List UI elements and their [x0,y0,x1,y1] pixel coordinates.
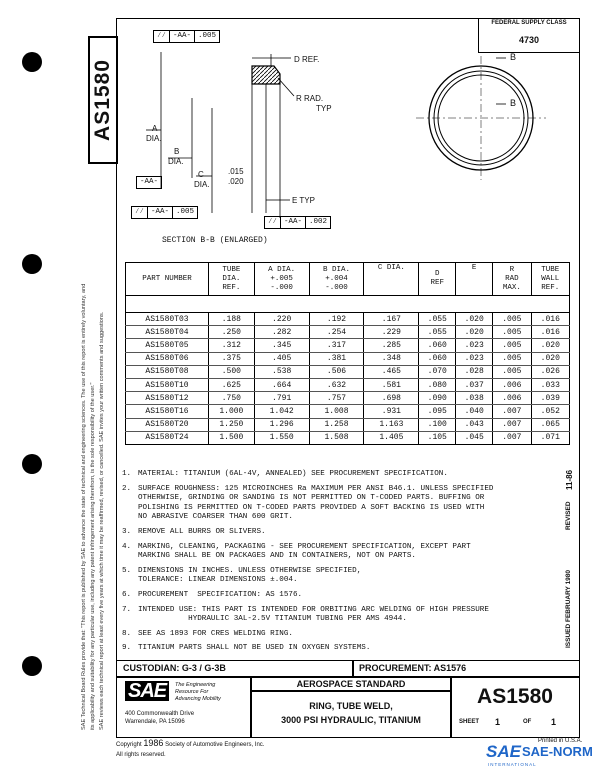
fcf-datum: -AA- [148,207,173,218]
fsc-label: FEDERAL SUPPLY CLASS [491,20,567,26]
table-cell: .038 [456,392,493,405]
note-number: 3. [122,527,132,536]
b-marker-mid: B [510,98,517,108]
copyright-year: 1986 [143,738,164,748]
notice-line-2: its applicability and suitability for any particular use, including any patent infringement arising therefrom, is the sole responsibility of the user." [90,382,96,730]
table-cell: 1.258 [309,418,364,431]
table-cell: AS1580T03 [126,313,209,326]
table-row [126,392,570,405]
a-label: A [152,124,158,133]
note-number: 7. [122,605,132,614]
table-row [126,326,570,339]
note-number: 2. [122,484,132,493]
col-part-number: PART NUMBER [126,263,209,296]
table-cell: 1.500 [209,431,255,444]
table-cell: AS1580T16 [126,405,209,418]
revised-date: 11-86 [565,469,574,490]
note-text: MARKING, CLEANING, PACKAGING - SEE PROCUREMENT SPECIFICATION, EXCEPT PART MARKING SHALL BE ON PACKAGES AND IN CONTAINERS, NOT ON PARTS. [138,542,471,561]
table-cell: .465 [364,365,419,378]
watermark [486,742,598,770]
table-cell: .698 [364,392,419,405]
sheet-number: 1 [495,717,501,727]
custodian-text: CUSTODIAN: G-3 / G-3B [123,663,226,673]
table-cell: .188 [209,313,255,326]
table-cell: .625 [209,378,255,391]
table-cell: .020 [456,313,493,326]
note-text: INTENDED USE: THIS PART IS INTENDED FOR ORBITING ARC WELDING OF HIGH PRESSURE HYDRAULIC 3AL-2.5V TITANIUM TUBING PER AMS 4944. [138,605,489,624]
table-cell: .005 [493,313,531,326]
note-text: SEE AS 1893 FOR CRES WELDING RING. [138,629,293,638]
watermark-logo: SAE [486,742,521,761]
punch-hole [22,656,42,676]
of-number: 1 [551,717,557,727]
note-item [122,644,572,654]
table-cell: .037 [456,378,493,391]
note-number: 4. [122,542,132,551]
ring-front-view [416,56,546,180]
table-cell: .254 [309,326,364,339]
note-text: DIMENSIONS IN INCHES. UNLESS OTHERWISE SPECIFIED, TOLERANCE: LINEAR DIMENSIONS ±.004. [138,566,362,585]
c-label: C [198,170,204,179]
org-tagline-1: The Engineering [175,682,216,688]
address-line-2: Warrendale, PA 15096 [125,719,185,725]
table-cell: 1.296 [254,418,309,431]
table-cell: .055 [419,313,456,326]
c-dia-label: DIA. [194,180,210,189]
note-text: MATERIAL: TITANIUM (6AL-4V, ANNEALED) SEE PROCUREMENT SPECIFICATION. [138,470,448,478]
note-item [122,630,572,640]
punch-hole [22,454,42,474]
watermark-text: SAE-NORM [522,744,593,759]
table-cell: .052 [531,405,569,418]
punch-hole [22,52,42,72]
revised-label: REVISED [565,501,572,530]
col-a-dia: A DIA. +.005 -.000 [254,263,309,296]
table-cell: .500 [209,365,255,378]
table-cell: .071 [531,431,569,444]
note-item [122,528,572,538]
table-cell: .931 [364,405,419,418]
table-row [126,378,570,391]
org-tagline-3: Advancing Mobility [175,696,221,702]
table-cell: .192 [309,313,364,326]
table-cell: .005 [493,339,531,352]
table-cell: .007 [493,405,531,418]
note-number: 5. [122,566,132,575]
fcf-tolerance: .005 [198,32,217,40]
b-marker-top: B [510,52,517,62]
title-line-2: 3000 PSI HYDRAULIC, TITANIUM [281,715,421,725]
table-cell: 1.042 [254,405,309,418]
table-row [126,339,570,352]
table-cell: .581 [364,378,419,391]
of-label: OF [523,719,532,725]
note-item [122,543,572,562]
copyright-line [116,738,264,748]
col-r-rad: R RAD MAX. [493,263,531,296]
table-row [126,296,570,313]
table-cell: 1.508 [309,431,364,444]
table-cell: AS1580T04 [126,326,209,339]
tol-lower-label: .020 [228,177,244,186]
note-text: TITANIUM PARTS SHALL NOT BE USED IN OXYGEN SYSTEMS. [138,644,371,653]
note-number: 8. [122,629,132,638]
b-label: B [174,147,180,156]
table-cell: AS1580T12 [126,392,209,405]
table-cell: .220 [254,313,309,326]
watermark-sub: INTERNATIONAL [488,762,537,767]
section-label: SECTION B-B (ENLARGED) [162,236,268,245]
org-tagline-2: Resource For [175,689,209,695]
table-cell: .375 [209,352,255,365]
table-row [126,418,570,431]
note-number: 9. [122,644,132,653]
vertical-doc-number [88,36,118,164]
table-cell: .664 [254,378,309,391]
table-cell: .229 [364,326,419,339]
table-cell: .285 [364,339,419,352]
rights-line: All rights reserved. [116,752,166,758]
table-cell: .312 [209,339,255,352]
ring-section [252,66,280,84]
table-row [126,431,570,444]
parts-table [125,262,570,445]
table-cell: .348 [364,352,419,365]
table-cell: .250 [209,326,255,339]
table-row [126,313,570,326]
procurement-text: PROCUREMENT: AS1576 [359,663,467,673]
vertical-doc-number-text: AS1580 [91,59,114,141]
d-ref-label: D REF. [294,55,320,64]
org-box [116,676,252,738]
fcf-datum: -AA- [281,217,306,228]
note-item [122,567,572,586]
sheet-label: SHEET [459,719,480,725]
notice-line-3: SAE reviews each technical report at least every five years at which time it may be reaffirmed, revised, or cancelled. SAE invites your written comments and suggestions. [99,311,105,730]
table-cell: .750 [209,392,255,405]
table-cell: .167 [364,313,419,326]
note-number: 6. [122,590,132,599]
table-cell: AS1580T06 [126,352,209,365]
table-cell: .020 [531,339,569,352]
fsc-value: 4730 [518,35,540,45]
table-cell: 1.405 [364,431,419,444]
b-dia-label: DIA. [168,157,184,166]
table-cell: 1.550 [254,431,309,444]
note-number: 1. [122,470,132,478]
note-text: SURFACE ROUGHNESS: 125 MICROINCHES Ra MAXIMUM PER ANSI B46.1. UNLESS SPECIFIED OTHERWISE, GRINDING OR SANDING IS NOT PERMITTED ON T-CODED PARTS. BUFFING OR POLISHING IS PERMITTED ON T-CODED PARTS PROVIDED A SOFT BACKING IS USED WITH NO ABRASIVE COARSER THAN 600 GRIT. [138,484,494,522]
table-cell: .026 [531,365,569,378]
table-cell: .039 [531,392,569,405]
fcf-tolerance: .005 [176,208,195,216]
note-item [122,485,572,523]
table-cell: .060 [419,339,456,352]
table-cell: .055 [419,326,456,339]
table-cell: AS1580T05 [126,339,209,352]
table-cell: .757 [309,392,364,405]
table-cell: .345 [254,339,309,352]
table-cell: .070 [419,365,456,378]
fcf-symbol: ∕∕ [265,217,281,228]
fcf-symbol: ∕∕ [132,207,148,218]
tol-upper-label: .015 [228,167,244,176]
table-cell: .381 [309,352,364,365]
note-item [122,606,572,625]
fcf-top [153,30,220,43]
table-cell: .090 [419,392,456,405]
table-cell: 1.250 [209,418,255,431]
sae-logo: SAE [125,681,169,701]
col-tube-dia: TUBE DIA. REF. [209,263,255,296]
fcf-symbol: ∕∕ [154,31,170,42]
table-header-row [126,263,570,296]
table-cell: 1.008 [309,405,364,418]
table-cell: .023 [456,352,493,365]
doc-number: AS1580 [477,685,553,708]
table-cell: .028 [456,365,493,378]
table-cell: .632 [309,378,364,391]
col-d-ref: D REF [419,263,456,296]
table-cell: 1.000 [209,405,255,418]
table-cell: .538 [254,365,309,378]
table-cell: AS1580T10 [126,378,209,391]
note-text: PROCUREMENT SPECIFICATION: AS 1576. [138,590,303,599]
note-item [122,470,572,480]
a-dia-label: DIA. [146,134,162,143]
table-cell: .043 [456,418,493,431]
col-e: E [456,263,493,296]
standard-type: AEROSPACE STANDARD [296,679,406,689]
printed-line: Printed in U.S.A. [538,738,583,744]
r-typ-label: TYP [316,104,332,113]
table-cell: .045 [456,431,493,444]
table-cell: .020 [456,326,493,339]
title-box [250,690,452,738]
copyright-prefix: Copyright [116,742,142,748]
table-cell: 1.163 [364,418,419,431]
table-cell: .007 [493,431,531,444]
table-cell: .060 [419,352,456,365]
table-cell [126,296,570,313]
table-cell: .005 [493,352,531,365]
table-cell: .020 [531,352,569,365]
table-row [126,352,570,365]
table-cell: .105 [419,431,456,444]
e-typ-label: E TYP [292,196,315,205]
table-cell: .095 [419,405,456,418]
table-cell: .080 [419,378,456,391]
table-cell: .016 [531,326,569,339]
col-b-dia: B DIA. +.004 -.000 [309,263,364,296]
note-text: REMOVE ALL BURRS OR SLIVERS. [138,527,266,536]
fcf-right [264,216,331,229]
notes-list [122,470,572,659]
table-cell: .040 [456,405,493,418]
table-cell: .033 [531,378,569,391]
table-cell: .405 [254,352,309,365]
table-row [126,405,570,418]
fcf-datum: -AA- [170,31,195,42]
table-row [126,365,570,378]
notice-line-1: SAE Technical Board Rules provide that: "This report is published by SAE to advance the state of technical and engineering sciences. The use of this report is entirely voluntary, and [81,283,87,730]
doc-number-box [450,676,580,738]
table-cell: .100 [419,418,456,431]
issued-date: ISSUED FEBRUARY 1980 [565,569,572,648]
table-cell: .005 [493,365,531,378]
table-cell: .006 [493,378,531,391]
table-cell: AS1580T08 [126,365,209,378]
note-item [122,591,572,601]
col-c-dia: C DIA. [364,263,419,296]
table-cell: .791 [254,392,309,405]
table-cell: .065 [531,418,569,431]
punch-hole [22,254,42,274]
table-cell: .007 [493,418,531,431]
table-cell: AS1580T24 [126,431,209,444]
title-line-1: RING, TUBE WELD, [309,701,393,711]
table-cell: .023 [456,339,493,352]
table-cell: .282 [254,326,309,339]
table-cell: .506 [309,365,364,378]
fcf-tolerance: .002 [309,218,328,226]
copyright-org: Society of Automotive Engineers, Inc. [165,742,265,748]
r-rad-label: R RAD. [296,94,324,103]
col-tube-wall: TUBE WALL REF. [531,263,569,296]
fcf-bottom [131,206,198,219]
address-line-1: 400 Commonwealth Drive [125,711,195,717]
table-cell: .016 [531,313,569,326]
table-cell: .006 [493,392,531,405]
table-cell: .005 [493,326,531,339]
table-cell: AS1580T20 [126,418,209,431]
datum-aa: -AA- [136,176,162,189]
table-cell: .317 [309,339,364,352]
